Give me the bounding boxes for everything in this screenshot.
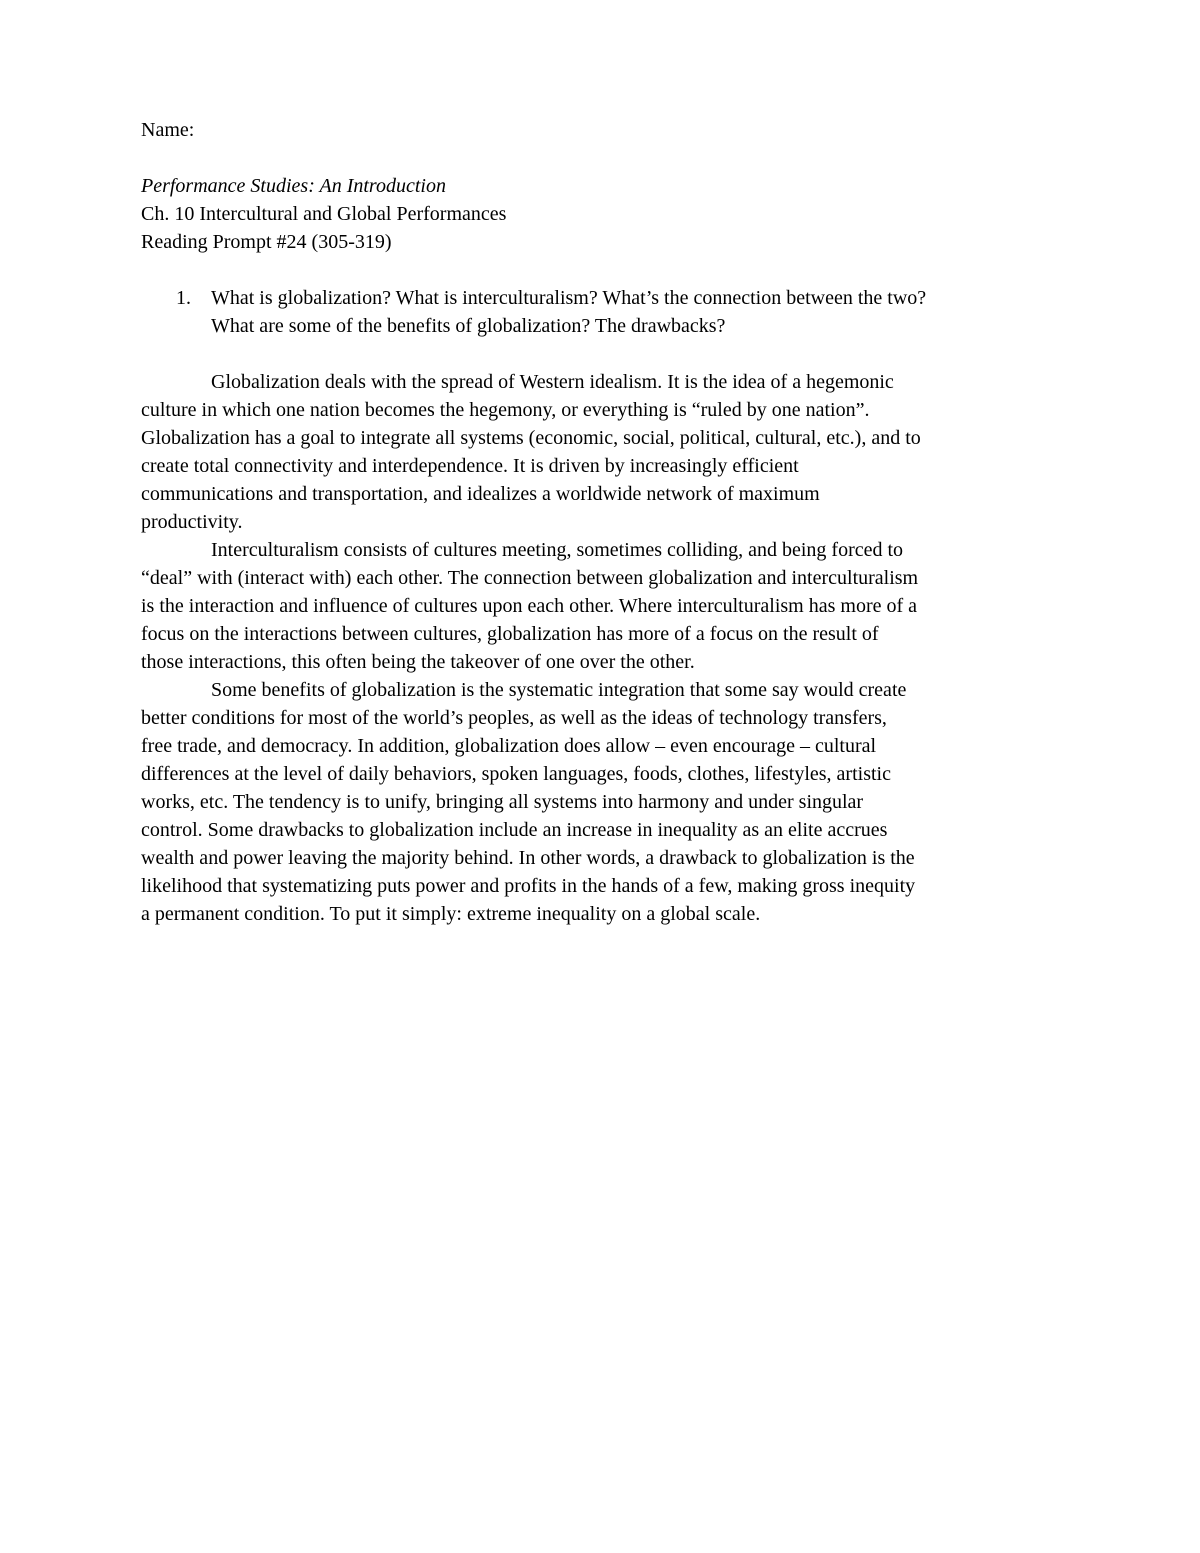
answer-line: Some benefits of globalization is the systematic integration that some say would create <box>211 679 907 701</box>
answer-line: productivity. <box>141 511 243 533</box>
answer-line: likelihood that systematizing puts power and profits in the hands of a few, making gross inequity <box>141 875 916 897</box>
answer-line: communications and transportation, and idealizes a worldwide network of maximum <box>141 483 820 505</box>
answer-paragraph <box>141 368 1071 536</box>
chapter-heading: Ch. 10 Intercultural and Global Performances <box>141 203 507 225</box>
answer-line: “deal” with (interact with) each other. The connection between globalization and interculturalism <box>141 567 919 589</box>
answer-line: better conditions for most of the world’s peoples, as well as the ideas of technology transfers, <box>141 707 887 729</box>
answer-line: is the interaction and influence of cultures upon each other. Where interculturalism has more of a <box>141 595 918 617</box>
answer-line: free trade, and democracy. In addition, globalization does allow – even encourage – cultural <box>141 735 877 757</box>
answer-line: Globalization has a goal to integrate all systems (economic, social, political, cultural, etc.), and to <box>141 427 921 449</box>
answer-line: works, etc. The tendency is to unify, bringing all systems into harmony and under singular <box>141 791 864 813</box>
book-title: Performance Studies: An Introduction <box>141 175 446 197</box>
answer-line: culture in which one nation becomes the hegemony, or everything is “ruled by one nation”. <box>141 399 870 421</box>
answer-paragraph <box>141 676 1071 928</box>
answer-line: wealth and power leaving the majority behind. In other words, a drawback to globalization is the <box>141 847 915 869</box>
question-line: What are some of the benefits of globalization? The drawbacks? <box>211 315 726 337</box>
answer-paragraph <box>141 536 1071 676</box>
answer-line: focus on the interactions between cultures, globalization has more of a focus on the result of <box>141 623 879 645</box>
answer-line: those interactions, this often being the takeover of one over the other. <box>141 651 695 673</box>
question-line: What is globalization? What is interculturalism? What’s the connection between the two? <box>211 287 927 309</box>
answer-line: control. Some drawbacks to globalization include an increase in inequality as an elite accrues <box>141 819 888 841</box>
reading-prompt-heading: Reading Prompt #24 (305-319) <box>141 231 392 253</box>
question-number: 1. <box>176 287 191 309</box>
answer-line: create total connectivity and interdependence. It is driven by increasingly efficient <box>141 455 799 477</box>
answer-body <box>141 368 1071 928</box>
answer-line: differences at the level of daily behaviors, spoken languages, foods, clothes, lifestyles, artistic <box>141 763 891 785</box>
answer-line: a permanent condition. To put it simply: extreme inequality on a global scale. <box>141 903 761 925</box>
name-label: Name: <box>141 119 195 141</box>
answer-line: Interculturalism consists of cultures meeting, sometimes colliding, and being forced to <box>211 539 904 561</box>
answer-line: Globalization deals with the spread of Western idealism. It is the idea of a hegemonic <box>211 371 894 393</box>
question-item <box>141 284 1071 340</box>
document-body <box>141 116 1071 928</box>
